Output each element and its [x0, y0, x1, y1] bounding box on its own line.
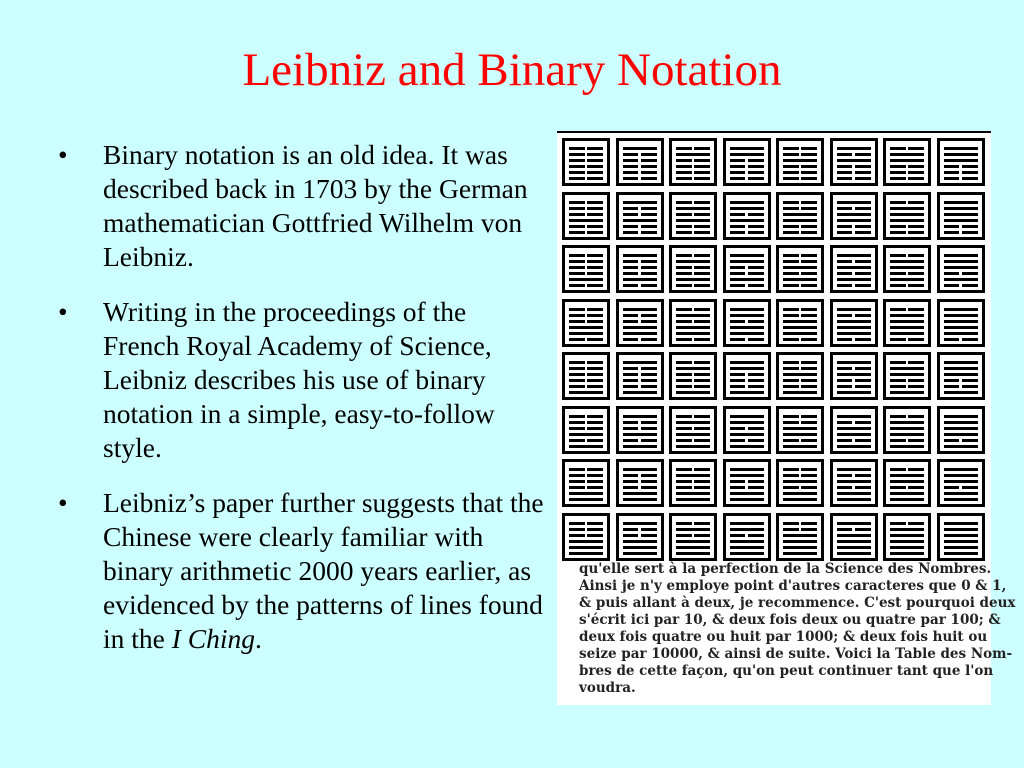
- hexagram: [562, 245, 610, 293]
- hexagram: [723, 513, 771, 561]
- excerpt-line: qu'elle sert à la perfection de la Science des Nombres.: [579, 561, 992, 577]
- bullet-item: [58, 138, 548, 274]
- hexagram: [830, 138, 878, 186]
- hexagram: [776, 406, 824, 454]
- i-ching-title: I Ching: [171, 623, 256, 654]
- hexagram: [830, 245, 878, 293]
- excerpt-line: deux fois quatre ou huit par 1000; & deux fois huit ou: [579, 629, 988, 645]
- hexagram: [616, 245, 664, 293]
- hexagram: [669, 245, 717, 293]
- i-ching-figure: [557, 131, 1016, 705]
- excerpt-line: seize par 10000, & ainsi de suite. Voici la Table des Nom-: [579, 646, 1013, 662]
- hexagram: [616, 138, 664, 186]
- hexagram: [883, 513, 931, 561]
- excerpt-line: Ainsi je n'y employe point d'autres caracteres que 0 & 1,: [579, 578, 1007, 594]
- hexagram: [830, 192, 878, 240]
- bullet-text: Binary notation is an old idea. It was described back in 1703 by the German mathematician Gottfried Wilhelm von Leibniz.: [103, 139, 528, 272]
- hexagram: [669, 138, 717, 186]
- bullet-text-end: .: [255, 623, 262, 654]
- hexagram: [723, 245, 771, 293]
- hexagram: [669, 459, 717, 507]
- excerpt-line: voudra.: [579, 680, 636, 696]
- hexagram: [776, 352, 824, 400]
- hexagram: [937, 459, 985, 507]
- hexagram: [776, 245, 824, 293]
- hexagram: [616, 513, 664, 561]
- bullet-item: [58, 486, 548, 656]
- hexagram: [723, 138, 771, 186]
- hexagram: [669, 406, 717, 454]
- hexagram: [776, 459, 824, 507]
- hexagram: [616, 299, 664, 347]
- hexagram: [669, 513, 717, 561]
- hexagram: [776, 513, 824, 561]
- leibniz-paper-excerpt: [579, 561, 1016, 697]
- hexagram: [830, 352, 878, 400]
- hexagram: [776, 138, 824, 186]
- hexagram: [616, 192, 664, 240]
- bullet-text: Leibniz’s paper further suggests that the Chinese were clearly familiar with binary arithmetic 2000 years earlier, as evidenced by the patterns of lines found in the: [103, 487, 544, 654]
- hexagram: [830, 513, 878, 561]
- hexagram: [669, 192, 717, 240]
- hexagram: [937, 352, 985, 400]
- hexagram: [883, 245, 931, 293]
- hexagram: [723, 352, 771, 400]
- hexagram: [562, 192, 610, 240]
- hexagram: [562, 459, 610, 507]
- hexagram: [562, 513, 610, 561]
- hexagram: [616, 352, 664, 400]
- hexagram: [562, 138, 610, 186]
- hexagram: [937, 138, 985, 186]
- hexagram: [830, 459, 878, 507]
- hexagram: [937, 192, 985, 240]
- hexagram: [562, 352, 610, 400]
- hexagram: [562, 299, 610, 347]
- slide-title: Leibniz and Binary Notation: [242, 44, 782, 96]
- hexagram: [669, 299, 717, 347]
- hexagram: [883, 138, 931, 186]
- hexagram: [883, 299, 931, 347]
- hexagram: [723, 192, 771, 240]
- hexagram: [723, 459, 771, 507]
- hexagram: [723, 406, 771, 454]
- excerpt-line: bres de cette façon, qu'on peut continuer tant que l'on: [579, 663, 994, 679]
- hexagram: [937, 245, 985, 293]
- hexagram: [937, 513, 985, 561]
- hexagram: [776, 299, 824, 347]
- hexagram: [830, 406, 878, 454]
- hexagram: [937, 299, 985, 347]
- hexagram: [616, 459, 664, 507]
- hexagram: [562, 406, 610, 454]
- hexagram: [883, 406, 931, 454]
- bullet-text: Writing in the proceedings of the French Royal Academy of Science, Leibniz describes his use of binary notation in a simple, easy-to-follow style.: [103, 296, 495, 463]
- hexagram-grid: [560, 136, 988, 562]
- hexagram: [883, 352, 931, 400]
- hexagram: [616, 406, 664, 454]
- hexagram: [830, 299, 878, 347]
- hexagram: [937, 406, 985, 454]
- hexagram: [776, 192, 824, 240]
- excerpt-line: s'écrit ici par 10, & deux fois deux ou quatre par 100; &: [579, 612, 1001, 628]
- bullet-list: [58, 138, 548, 677]
- hexagram: [669, 352, 717, 400]
- hexagram: [883, 192, 931, 240]
- hexagram: [883, 459, 931, 507]
- excerpt-line: & puis allant à deux, je recommence. C'est pourquoi deux: [579, 595, 1016, 611]
- bullet-item: [58, 295, 548, 465]
- hexagram: [723, 299, 771, 347]
